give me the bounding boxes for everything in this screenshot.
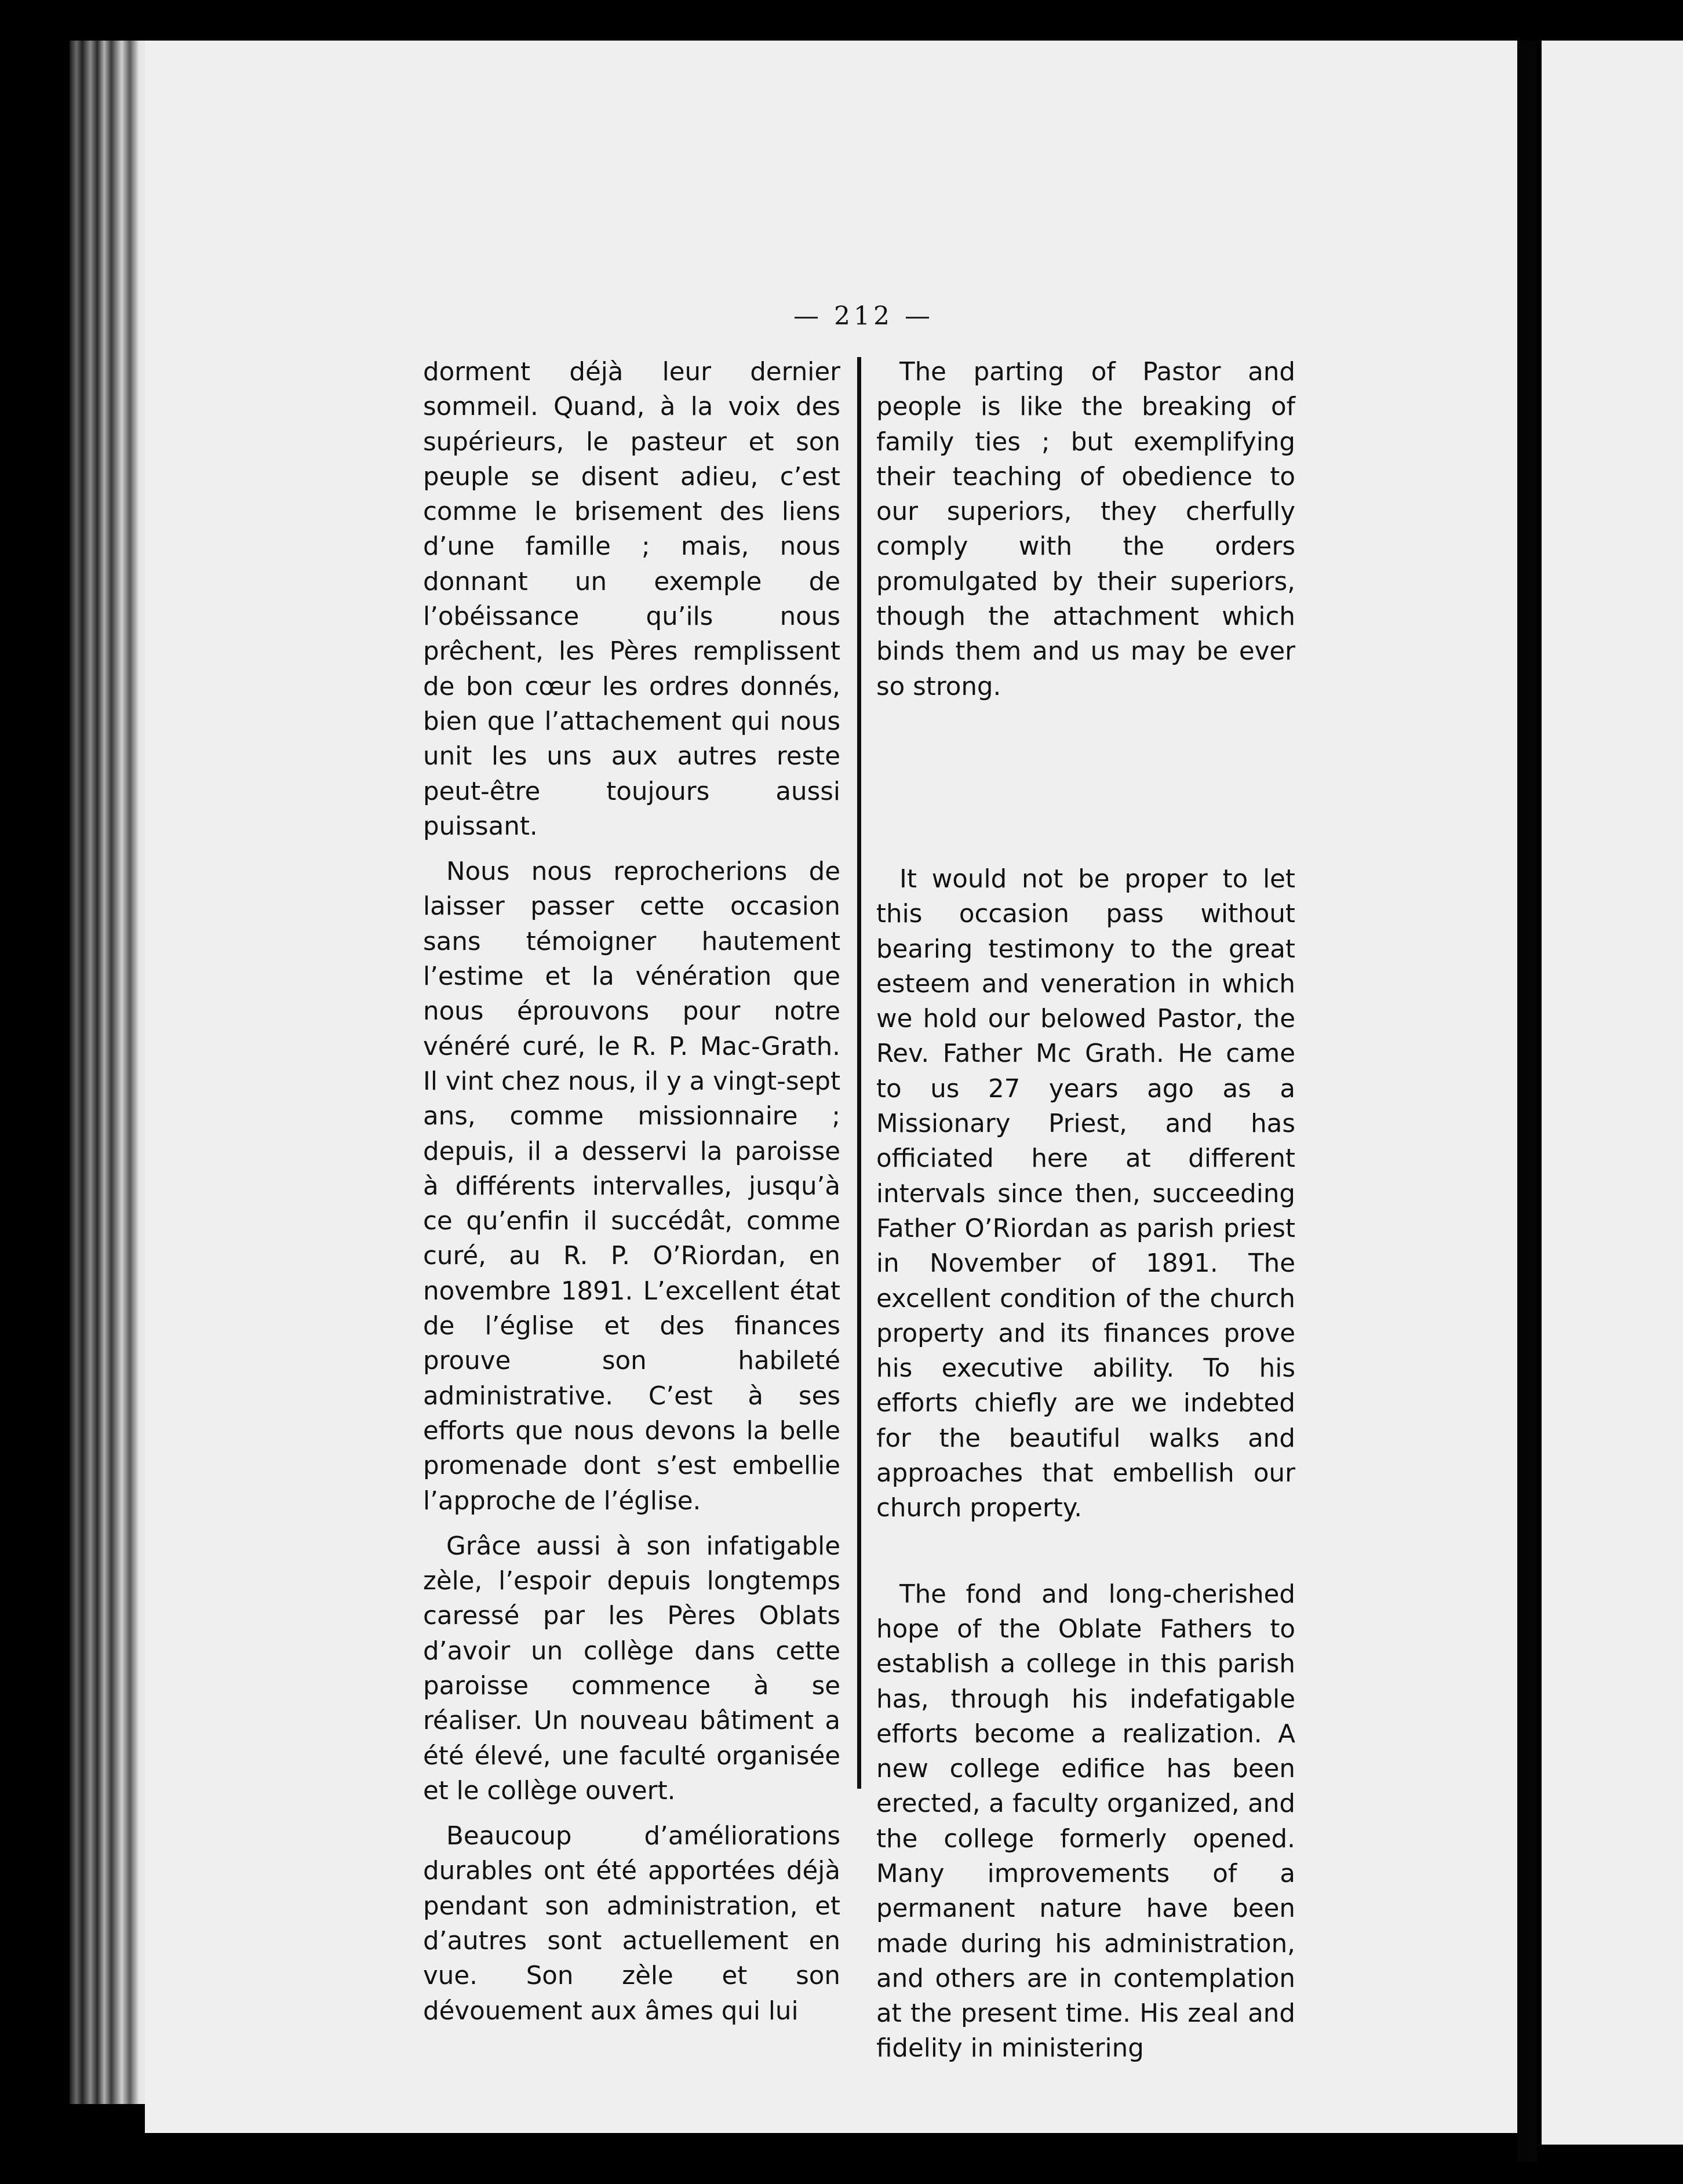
french-paragraph-3: Grâce aussi à son infatigable zèle, l’espoir depuis longtemps caressé par les Pères Oblats d’avoir un collège dans cette paroisse commence à se réaliser. Un nouveau bâtiment a été élevé, une faculté organisée et le collège ouvert.: [423, 1531, 840, 1806]
english-column: [876, 355, 1295, 2066]
french-paragraph-2: Nous nous reprocherions de laisser passer cette occasion sans témoigner hautement l’estime et la vénération que nous éprouvons pour notre vénéré curé, le R. P. Mac-Grath. Il vint chez nous, il y a vingt-sept ans, comme missionnaire ; depuis, il a desservi la paroisse à différents intervalles, jusqu’à ce qu’enfin il succédât, comme curé, au R. P. O’Riordan, en novembre 1891. L’excellent état de l’église et des finances prouve son habileté administrative. C’est à ses efforts que nous devons la belle promenade dont s’est embellie l’approche de l’église.: [423, 857, 840, 1516]
french-column: [423, 355, 840, 2029]
binding-edge: [1517, 41, 1537, 2162]
column-divider: [857, 357, 861, 1789]
page-stack-edge: [70, 41, 156, 2104]
french-paragraph-1: dorment déjà leur dernier sommeil. Quand, à la voix des supérieurs, le pasteur et son peuple se disent adieu, c’est comme le brisement des liens d’une famille ; mais, nous donnant un exemple de l’obéissance qu’ils nous prêchent, les Pères remplissent de bon cœur les ordres donnés, bien que l’attachement qui nous unit les uns aux autres reste peut-être toujours aussi puissant.: [423, 358, 840, 841]
french-paragraph-4: Beaucoup d’améliorations durables ont été apportées déjà pendant son administration, et d’autres sont actuellement en vue. Son zèle et son dévouement aux âmes qui lui: [423, 1822, 840, 2026]
english-paragraph-2: It would not be proper to let this occasion pass without bearing testimony to the great esteem and veneration in which we hold our belowed Pastor, the Rev. Father Mc Grath. He came to us 27 years ago as a Missionary Priest, and has officiated here at different intervals since then, succeeding Father O’Riordan as parish priest in November of 1891. The excellent condition of the church property and its finances prove his executive ability. To his efforts chiefly are we indebted for the beautiful walks and approaches that embellish our church property.: [876, 864, 1295, 1523]
page-number: — 212 —: [793, 301, 934, 331]
facing-page-edge: [1542, 41, 1683, 2145]
english-paragraph-1: The parting of Pastor and people is like the breaking of family ties ; but exemplifying their teaching of obedience to our superiors, they cherfully comply with the orders promulgated by their superiors, though the attachment which binds them and us may be ever so strong.: [876, 358, 1295, 701]
english-paragraph-3: The fond and long-cherished hope of the Oblate Fathers to establish a college in this parish has, through his indefatigable efforts become a realization. A new college edifice has been erected, a faculty organized, and the college formerly opened. Many improvements of a permanent nature have been made during his administration, and others are in contemplation at the present time. His zeal and fidelity in ministering: [876, 1579, 1295, 2063]
